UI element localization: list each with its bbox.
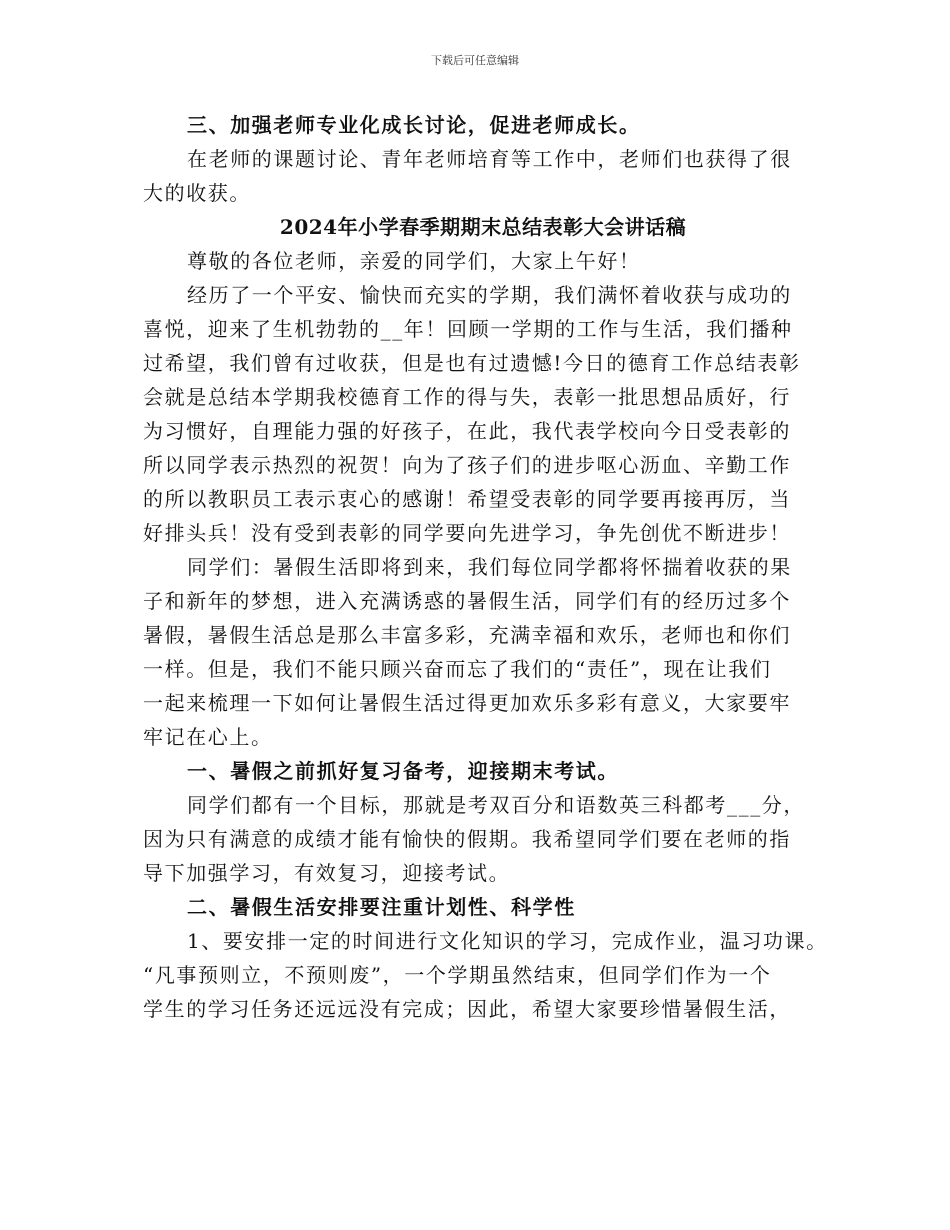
text-line: 牢记在心上。 (143, 725, 273, 749)
text-line: 学生的学习任务还远远没有完成；因此，希望大家要珍惜暑假生活， (143, 997, 791, 1021)
text-line: 会就是总结本学期我校德育工作的得与失，表彰一批思想品质好，行 (143, 385, 791, 409)
text-line: 一起来梳理一下如何让暑假生活过得更加欢乐多彩有意义，大家要牢 (143, 691, 791, 715)
section-heading: 一、暑假之前抓好复习备考，迎接期末考试。 (187, 759, 619, 783)
text-line: 大的收获。 (143, 181, 251, 205)
document-body (143, 108, 828, 1026)
text-line: “凡事预则立，不预则废”，一个学期虽然结束，但同学们作为一个 (143, 963, 772, 987)
text-line: 在老师的课题讨论、青年老师培育等工作中，老师们也获得了很 (187, 147, 792, 171)
text-line: 为习惯好，自理能力强的好孩子，在此，我代表学校向今日受表彰的 (143, 419, 791, 443)
text-line: 所以同学表示热烈的祝贺！向为了孩子们的进步呕心沥血、辛勤工作 (143, 453, 791, 477)
section-heading: 二、暑假生活安排要注重计划性、科学性 (187, 895, 576, 919)
text-line: 过希望，我们曾有过收获，但是也有过遗憾!今日的德育工作总结表彰 (143, 351, 801, 375)
text-line: 同学们：暑假生活即将到来，我们每位同学都将怀揣着收获的果 (187, 555, 792, 579)
text-line: 的所以教职员工表示衷心的感谢！希望受表彰的同学要再接再厉，当 (143, 487, 791, 511)
text-line: 一样。但是，我们不能只顾兴奋而忘了我们的“责任”，现在让我们 (143, 657, 772, 681)
text-line: 三、加强老师专业化成长讨论，促进老师成长。 (187, 113, 641, 137)
text-line: 经历了一个平安、愉快而充实的学期，我们满怀着收获与成功的 (187, 283, 792, 307)
speech-title: 2024年小学春季期期末总结表彰大会讲话稿 (279, 215, 687, 239)
text-line: 导下加强学习，有效复习，迎接考试。 (143, 861, 511, 885)
text-line: 暑假，暑假生活总是那么丰富多彩，充满幸福和欢乐，老师也和你们 (143, 623, 791, 647)
text-line: 同学们都有一个目标，那就是考双百分和语数英三科都考___分， (187, 793, 805, 817)
text-line: 好排头兵！没有受到表彰的同学要向先进学习，争先创优不断进步！ (143, 521, 791, 545)
text-line: 喜悦，迎来了生机勃勃的__年！回顾一学期的工作与生活，我们播种 (143, 317, 793, 341)
text-line: 子和新年的梦想，进入充满诱惑的暑假生活，同学们有的经历过多个 (143, 589, 791, 613)
text-line: 1、要安排一定的时间进行文化知识的学习，完成作业，温习功课。 (187, 929, 828, 953)
text-line: 尊敬的各位老师，亲爱的同学们，大家上午好！ (187, 249, 641, 273)
page-header: 下载后可任意编辑 (431, 54, 519, 67)
text-line: 因为只有满意的成绩才能有愉快的假期。我希望同学们要在老师的指 (143, 827, 791, 851)
